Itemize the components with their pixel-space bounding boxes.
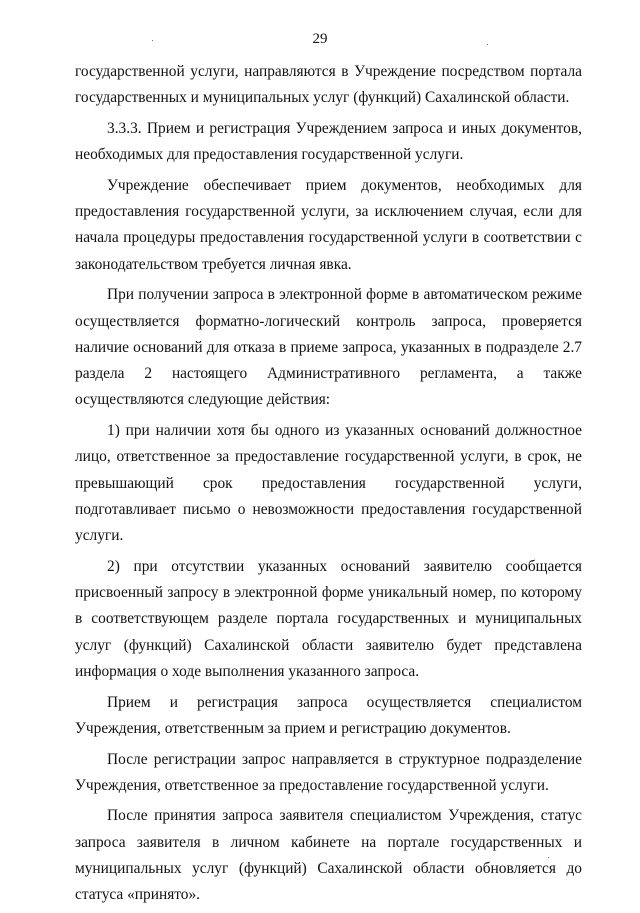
page-number: 29	[312, 31, 328, 47]
paragraph-continuation: государственной услуги, направляются в Учреждение посредством портала государственных и муниципальных услуг (функций) Сахалинской области.	[75, 63, 582, 107]
document-body	[75, 59, 582, 913]
paragraph-section-heading: 3.3.3. Прием и регистрация Учреждением запроса и иных документов, необходимых для предоставления государственной услуги.	[75, 119, 582, 164]
scan-speck	[487, 44, 488, 45]
paragraph-list-item-1: 1) при наличии хотя бы одного из указанных оснований должностное лицо, ответственное за предоставление государственной услуги, в срок, не превышающий срок предоставления государственной услуги, подготавливает письмо о невозможности предоставления государственной услуги.	[75, 422, 582, 545]
paragraph: После принятия запроса заявителя специалистом Учреждения, статус запроса заявителя в личном кабинете на портале государственных и муниципальных услуг (функций) Сахалинской области обновляется до статуса «принято».	[75, 807, 582, 904]
paragraph: Прием и регистрация запроса осуществляется специалистом Учреждения, ответственным за прием и регистрацию документов.	[75, 693, 582, 737]
scan-speck	[548, 857, 549, 858]
paragraph: При получении запроса в электронной форме в автоматическом режиме осуществляется форматно-логический контроль запроса, проверяется наличие оснований для отказа в приеме запроса, указанных в подразделе 2.7 раздела 2 настоящего Административного регламента, а также осуществляются следующие действия:	[75, 286, 582, 409]
paragraph: После регистрации запрос направляется в структурное подразделение Учреждения, ответственное за предоставление государственной услуги.	[75, 750, 582, 794]
paragraph-list-item-2: 2) при отсутствии указанных оснований заявителю сообщается присвоенный запросу в электронной форме уникальный номер, по которому в соответствующем разделе портала государственных и муниципальных услуг (функций) Сахалинской области заявителю будет представлена информация о ходе выполнения указанного запроса.	[75, 557, 582, 681]
scan-speck	[152, 40, 153, 41]
paragraph: Учреждение обеспечивает прием документов, необходимых для предоставления государственной услуги, за исключением случая, если для начала процедуры предоставления государственной услуги в соответствии с законодательством требуется личная явка.	[75, 176, 582, 273]
